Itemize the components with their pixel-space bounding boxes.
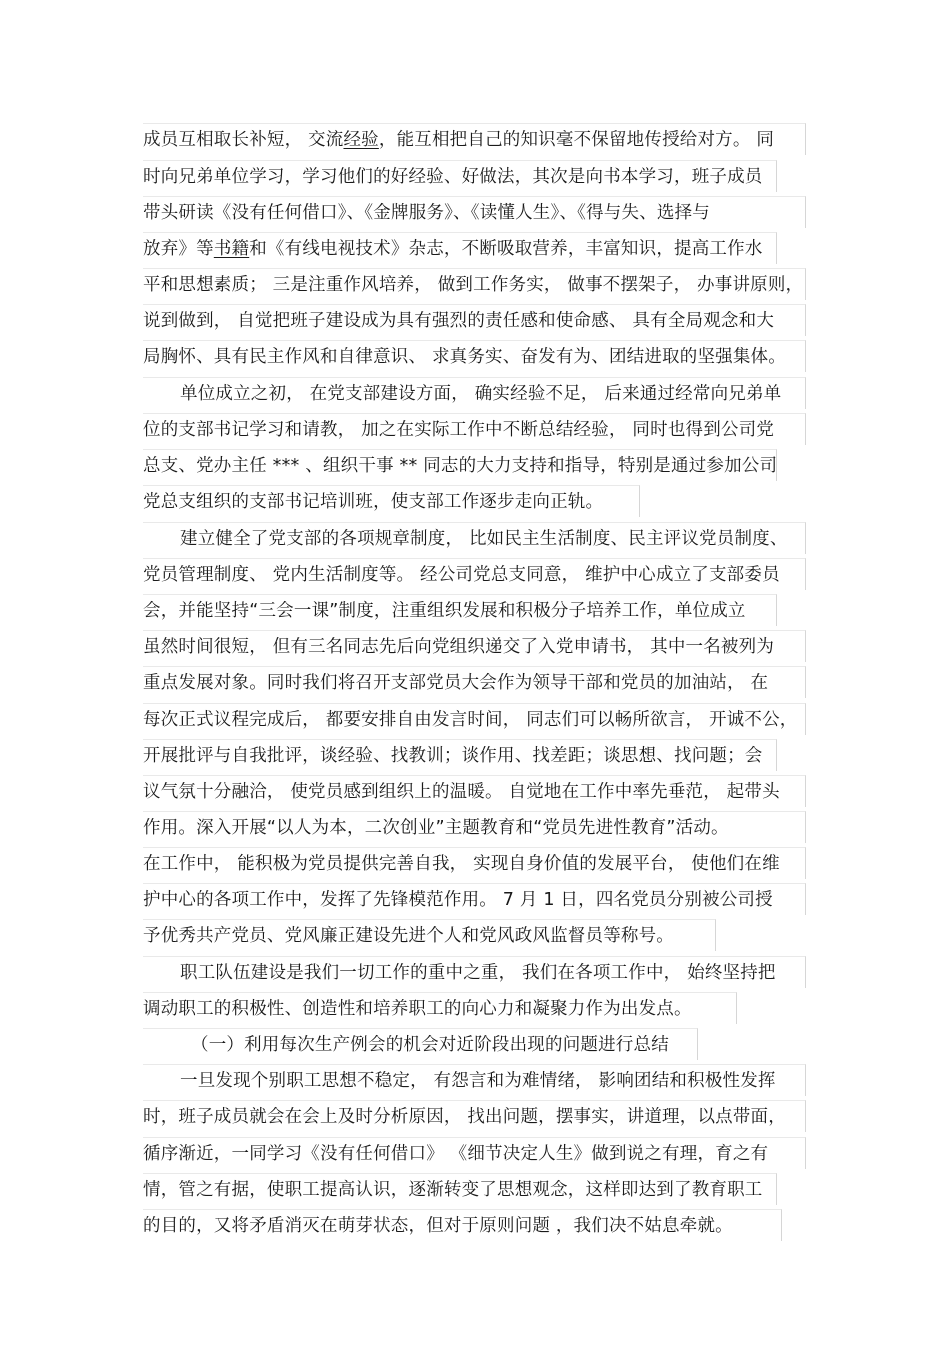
text-segment: 会，并能坚持“三会一课”制度，注重组织发展和积极分子培养工作，单位成立 [143,601,746,621]
text-segment: 带头研读《没有任何借口》、《金牌服务》、《读懂人生》、《得与失、选择与 [143,203,710,223]
text-segment: 说到做到， 自觉把班子建设成为具有强烈的责任感和使命感、 具有全局观念和大 [143,311,775,331]
text-line [143,1210,733,1242]
text-segment: ，能互相把自己的知识毫不保留地传授给对方。 同 [378,130,775,150]
text-segment: 循序渐近，一同学习《没有任何借口》 《细节决定人生》做到说之有理，育之有 [143,1144,769,1164]
section-heading [191,1029,669,1061]
text-segment: 位的支部书记学习和请教， 加之在实际工作中不断总结经验， 同时也得到公司党 [143,420,775,440]
text-segment: 党总支组织的支部书记培训班，使支部工作逐步走向正轨。 [143,492,604,512]
text-segment: 建立健全了党支部的各项规章制度， 比如民主生活制度、民主评议党员制度、 [180,529,788,549]
text-segment: 作用。深入开展“以人为本，二次创业”主题教育和“党员先进性教育”活动。 [143,818,729,838]
text-segment: 情，管之有据，使职工提高认识，逐渐转变了思想观念，这样即达到了教育职工 [143,1180,763,1200]
text-segment: 和《有线电视技术》杂志，不断吸取营养，丰富知识，提高工作水 [249,239,763,259]
text-segment: 党员管理制度、 党内生活制度等。 经公司党总支同意， 维护中心成立了支部委员 [143,565,780,585]
text-line [143,884,773,916]
text-segment: 予优秀共产党员、党风廉正建设先进个人和党风政风监督员等称号。 [143,926,674,946]
text-line [143,486,603,518]
hyperlink-text[interactable]: 书籍 [213,239,250,259]
text-line [143,124,774,156]
text-segment: 调动职工的积极性、创造性和培养职工的向心力和凝聚力作为出发点。 [143,999,692,1019]
text-line [143,595,746,627]
text-segment: 议气氛十分融洽， 使党员感到组织上的温暖。 自觉地在工作中率先垂范， 起带头 [143,782,780,802]
text-line [143,450,777,482]
text-segment: 虽然时间很短， 但有三名同志先后向党组织递交了入党申请书， 其中一名被列为 [143,637,775,657]
text-line [143,269,803,301]
text-line [143,740,763,772]
text-line [143,233,763,265]
text-line [143,305,774,337]
text-segment: 在工作中， 能积极为党员提供完善自我， 实现自身价值的发展平台， 使他们在维 [143,854,780,874]
text-line [143,341,786,373]
text-line [143,161,763,193]
text-segment: 成员互相取长补短， 交流 [143,130,344,150]
text-line [143,667,768,699]
text-line [180,523,788,555]
text-segment: 总支、党办主任 *** 、组织干事 ** 同志的大力支持和指导，特别是通过参加公司 [143,456,778,476]
text-segment: 护中心的各项工作中，发挥了先锋模范作用。 7 月 1 日，四名党员分别被公司授 [143,890,773,910]
text-segment: 时向兄弟单位学习，学习他们的好经验、好做法，其次是向书本学习，班子成员 [143,167,763,187]
text-segment: 每次正式议程完成后， 都要安排自由发言时间， 同志们可以畅所欲言， 开诚不公， [143,710,798,730]
text-line [180,1065,776,1097]
text-line [143,1138,768,1170]
text-line [143,1101,786,1133]
text-segment: 时，班子成员就会在会上及时分析原因， 找出问题，摆事实，讲道理，以点带面， [143,1107,786,1127]
text-segment: 局胸怀、具有民主作风和自律意识、 求真务实、奋发有为、团结进取的坚强集体。 [143,347,786,367]
text-line [143,812,729,844]
text-line [143,559,780,591]
text-segment: 放弃》等 [143,239,214,259]
text-line [180,957,776,989]
text-line [143,1174,763,1206]
text-segment: 一旦发现个别职工思想不稳定， 有怨言和为难情绪， 影响团结和积极性发挥 [180,1071,776,1091]
text-segment: 的目的，又将矛盾消灭在萌芽状态，但对于原则问题 ，我们决不姑息牵就。 [143,1216,733,1236]
text-line [143,993,692,1025]
text-line [143,704,798,736]
text-line [143,631,774,663]
text-segment: 开展批评与自我批评，谈经验、找教训；谈作用、找差距；谈思想、找问题；会 [143,746,763,766]
text-line [143,197,710,229]
hyperlink-text[interactable]: 经验 [343,130,379,150]
text-line [143,776,780,808]
text-segment: 重点发展对象。同时我们将召开支部党员大会作为领导干部和党员的加油站， 在 [143,673,769,693]
text-line [143,920,674,952]
text-line [143,848,780,880]
text-line [143,414,774,446]
text-segment: 单位成立之初， 在党支部建设方面， 确实经验不足， 后来通过经常向兄弟单 [180,384,782,404]
text-segment: 职工队伍建设是我们一切工作的重中之重， 我们在各项工作中， 始终坚持把 [180,963,776,983]
text-segment: （一）利用每次生产例会的机会对近阶段出现的问题进行总结 [191,1035,669,1055]
text-segment: 平和思想素质； 三是注重作风培养， 做到工作务实， 做事不摆架子， 办事讲原则， [143,275,804,295]
text-line [180,378,781,410]
